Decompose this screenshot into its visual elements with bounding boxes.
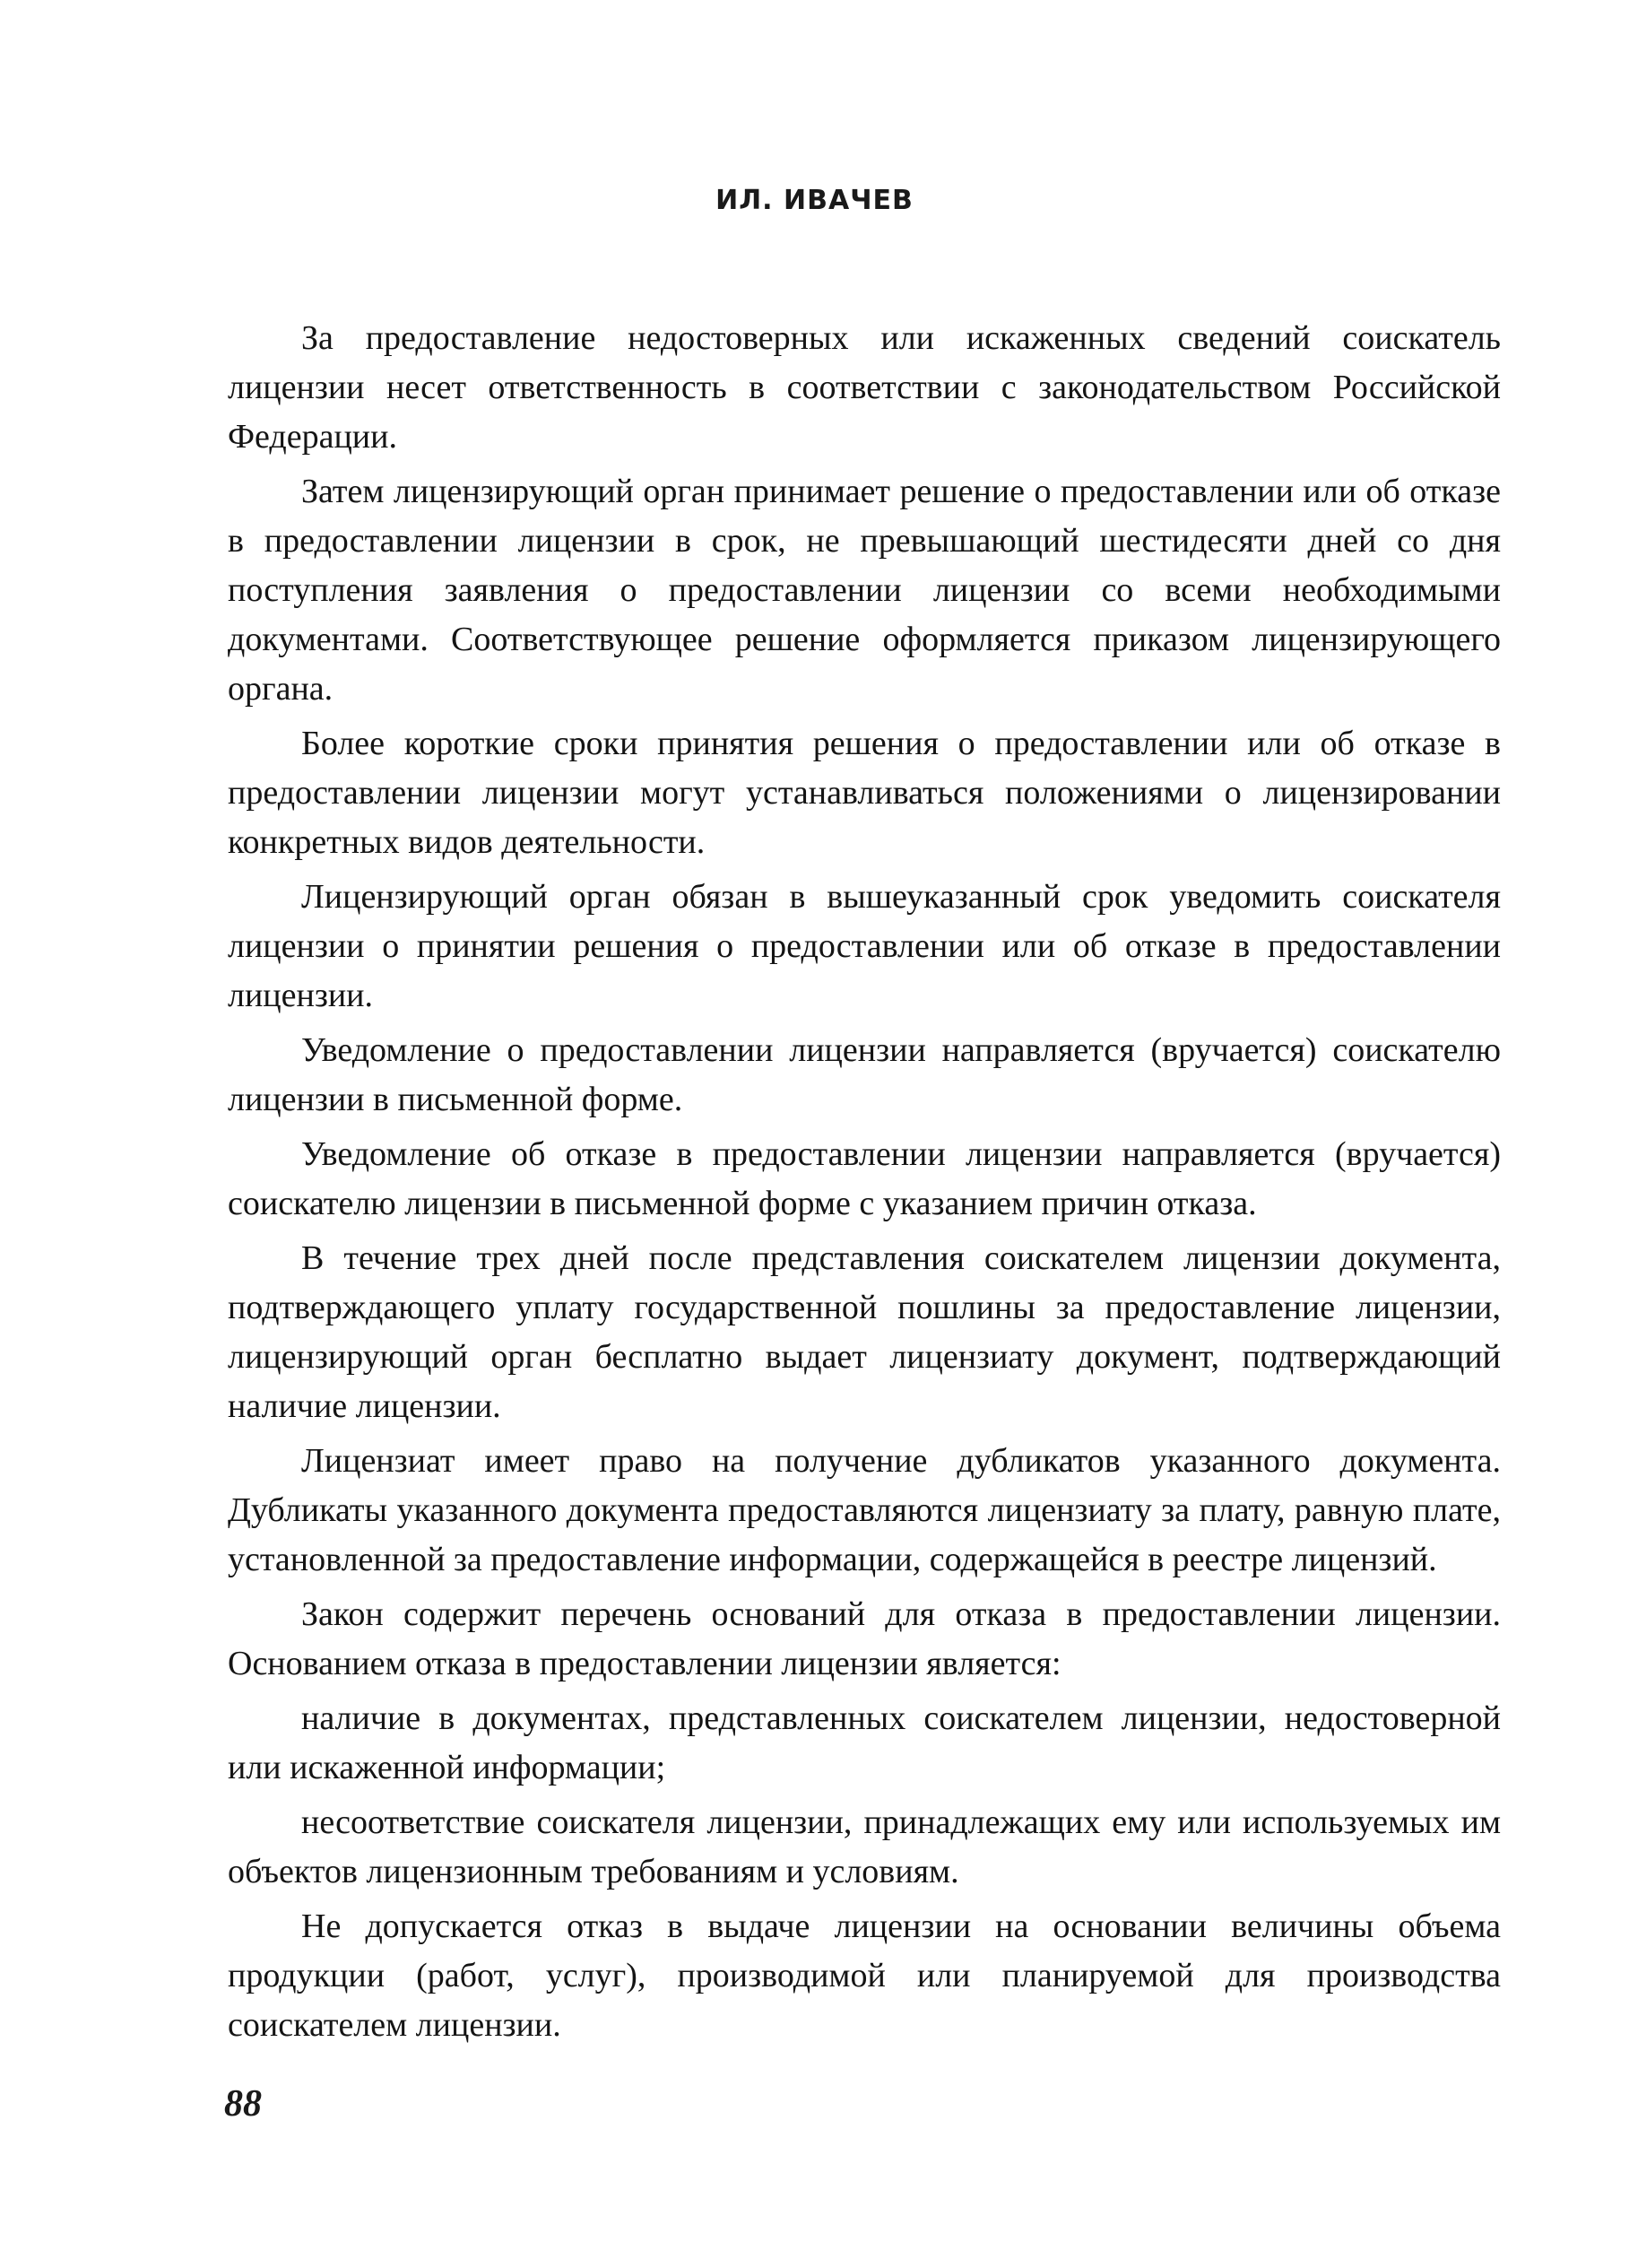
paragraph: Лицензирующий орган обязан в вышеуказанный срок уведомить соискателя лицензии о принятии решения о предоставлении или об отказе в предоставлении лицензии. [228,878,1501,1014]
paragraph: За предоставление недостоверных или искаженных сведений соискатель лицензии несет ответственность в соответствии с законодательством Российской Федерации. [228,319,1501,456]
page-number: 88 [224,2083,262,2125]
list-item: несоответствие соискателя лицензии, принадлежащих ему или используемых им объектов лицензионным требованиям и условиям. [228,1803,1501,1890]
paragraph: Уведомление о предоставлении лицензии направляется (вручается) соискателю лицензии в письменной форме. [228,1031,1501,1118]
paragraph: Затем лицензирующий орган принимает решение о предоставлении или об отказе в предоставлении лицензии в срок, не превышающий шестидесяти дней со дня поступления заявления о предоставлении лицензии со всеми необходимыми документами. Соответствующее решение оформляется приказом лицензирующего органа. [228,473,1501,708]
paragraph: Лицензиат имеет право на получение дубликатов указанного документа. Дубликаты указанного документа предоставляются лицензиату за плату, равную плате, установленной за предоставление информации, содержащейся в реестре лицензий. [228,1442,1501,1578]
paragraph: Закон содержит перечень оснований для отказа в предоставлении лицензии. Основанием отказа в предоставлении лицензии является: [228,1595,1501,1682]
paragraph: Более короткие сроки принятия решения о предоставлении или об отказе в предоставлении лицензии могут устанавливаться положениями о лицензировании конкретных видов деятельности. [228,725,1501,861]
list-item: наличие в документах, представленных соискателем лицензии, недостоверной или искаженной информации; [228,1699,1501,1786]
paragraph: Уведомление об отказе в предоставлении лицензии направляется (вручается) соискателю лицензии в письменной форме с указанием причин отказа. [228,1135,1501,1222]
running-head: ИЛ. ИВАЧЕВ [715,185,914,216]
page-body [228,314,1501,2055]
paragraph: В течение трех дней после представления соискателем лицензии документа, подтверждающего уплату государственной пошлины за предоставление лицензии, лицензирующий орган бесплатно выдает лицензиату документ, подтверждающий наличие лицензии. [228,1239,1501,1425]
paragraph: Не допускается отказ в выдаче лицензии на основании величины объема продукции (работ, услуг), производимой или планируемой для производства соискателем лицензии. [228,1907,1501,2044]
